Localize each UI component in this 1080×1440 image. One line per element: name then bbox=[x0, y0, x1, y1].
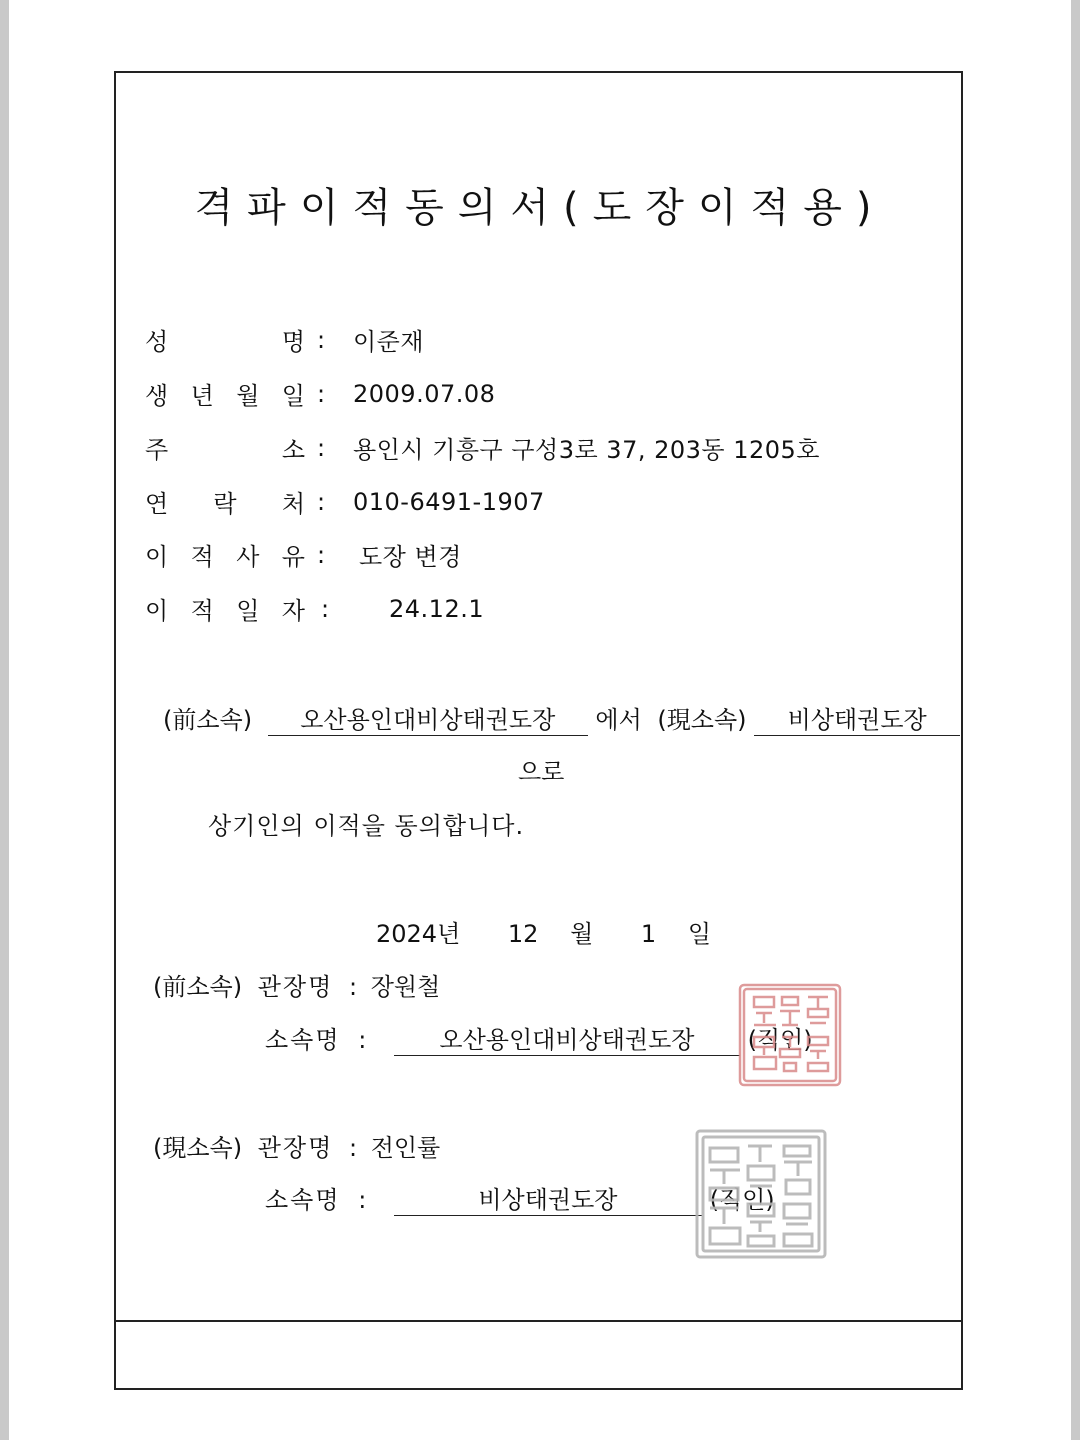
curr-org-label: 소속명 bbox=[265, 1186, 341, 1214]
prev-dojang-seal-icon bbox=[736, 981, 844, 1089]
field-address: 주 소 : 용인시 기흥구 구성3로 37, 203동 1205호 bbox=[145, 430, 820, 465]
transfer-statement bbox=[163, 700, 960, 736]
prev-org-name: 오산용인대비상태권도장 bbox=[394, 1027, 740, 1056]
signed-date bbox=[376, 914, 711, 949]
prev-dojang: 오산용인대비상태권도장 bbox=[268, 707, 588, 736]
signed-month: 12 bbox=[507, 920, 539, 948]
prev-seal-note: (직인) bbox=[747, 1026, 813, 1054]
prev-director-name: 장원철 bbox=[370, 973, 441, 1001]
curr-org-name: 비상태권도장 bbox=[394, 1187, 702, 1216]
field-contact: 연 락 처 : 010-6491-1907 bbox=[145, 484, 545, 519]
prev-director-label: 관장명 bbox=[257, 973, 334, 1001]
curr-dojang: 비상태권도장 bbox=[754, 707, 960, 736]
curr-director-name: 전인률 bbox=[370, 1134, 441, 1162]
prev-tag: (前소속) bbox=[163, 706, 253, 734]
field-label: 생 년 월 일 bbox=[145, 382, 305, 410]
curr-tag: (現소속) bbox=[657, 706, 747, 734]
field-label: 주 소 bbox=[145, 436, 305, 464]
document-title: 격파이적동의서(도장이적용) bbox=[194, 185, 886, 231]
field-name: 성 명 : 이준재 bbox=[145, 322, 424, 357]
prev-sig-tag: (前소속) bbox=[153, 973, 243, 1001]
field-value: 용인시 기흥구 구성3로 37, 203동 1205호 bbox=[353, 436, 820, 464]
field-value: 도장 변경 bbox=[359, 543, 462, 571]
field-value: 이준재 bbox=[353, 328, 425, 356]
curr-director-row: (現소속) 관장명 : 전인률 bbox=[153, 1134, 441, 1162]
consent-text: 상기인의 이적을 동의합니다. bbox=[208, 812, 525, 840]
prev-director-row: (前소속) 관장명 : 장원철 bbox=[153, 973, 441, 1001]
signed-year: 2024년 bbox=[376, 920, 461, 948]
from-word: 에서 bbox=[595, 706, 642, 734]
curr-director-label: 관장명 bbox=[257, 1134, 334, 1162]
footer-divider bbox=[116, 1320, 961, 1322]
field-value: 2009.07.08 bbox=[353, 379, 496, 408]
curr-org-row: 소속명 : 비상태권도장 (직인) bbox=[265, 1186, 775, 1214]
field-reason: 이 적 사 유 : 도장 변경 bbox=[145, 537, 462, 572]
curr-dojang-seal-icon bbox=[694, 1128, 828, 1260]
signed-month-unit: 월 bbox=[570, 920, 594, 948]
prev-org-label: 소속명 bbox=[265, 1026, 341, 1054]
field-label: 이 적 사 유 bbox=[145, 543, 305, 571]
field-value: 010-6491-1907 bbox=[353, 487, 545, 516]
curr-seal-note: (직인) bbox=[709, 1186, 775, 1214]
field-date: 이 적 일 자 : 24.12.1 bbox=[145, 591, 484, 626]
signed-day: 1 bbox=[640, 920, 657, 948]
prev-org-row: 소속명 : 오산용인대비상태권도장 (직인) bbox=[265, 1026, 813, 1054]
curr-sig-tag: (現소속) bbox=[153, 1134, 243, 1162]
field-birth: 생 년 월 일 : 2009.07.08 bbox=[145, 376, 495, 411]
field-value: 24.12.1 bbox=[389, 594, 485, 623]
signed-day-unit: 일 bbox=[687, 920, 712, 948]
field-label: 연 락 처 bbox=[145, 490, 305, 518]
field-label: 성 명 bbox=[145, 328, 305, 356]
field-label: 이 적 일 자 bbox=[145, 597, 305, 625]
to-word: 으로 bbox=[518, 758, 565, 786]
